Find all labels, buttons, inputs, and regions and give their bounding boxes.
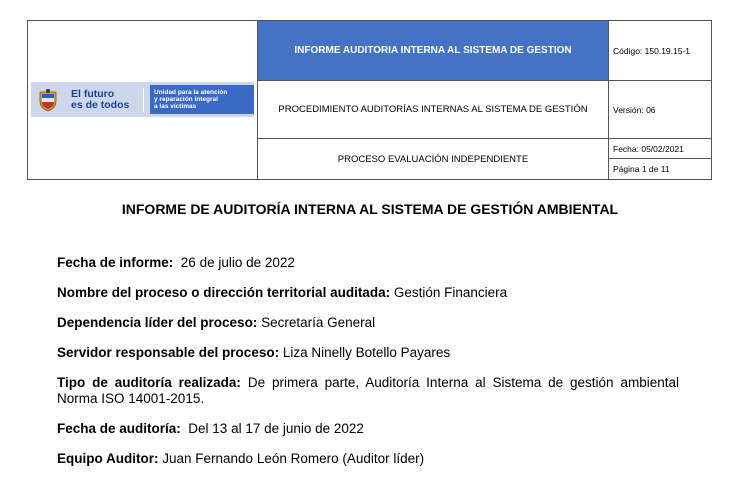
field-process-owner: Servidor responsable del proceso: Liza Ninelly Botello Payares (57, 345, 451, 360)
field-audit-date: Fecha de auditoría: Del 13 al 17 de junio de 2022 (57, 421, 364, 436)
process-name: PROCESO EVALUACIÓN INDEPENDIENTE (258, 139, 609, 179)
field-lead-department: Dependencia líder del proceso: Secretaría General (57, 315, 376, 330)
page-number: Página 1 de 11 (613, 164, 670, 174)
report-title: INFORME DE AUDITORÍA INTERNA AL SISTEMA DE GESTIÓN AMBIENTAL (121, 201, 619, 217)
organization-logo (31, 82, 254, 117)
report-header-title: INFORME AUDITORIA INTERNA AL SISTEMA DE GESTION (258, 21, 609, 81)
logo-unit-text: Unidad para la atención y reparación integral a las víctimas (150, 85, 254, 114)
document-code: Código: 150.19.15-1 (609, 21, 711, 81)
field-audit-type: Tipo de auditoría realizada: De primera parte, Auditoría Interna al Sistema de gestión ambiental Norma ISO 14001-2015. (57, 375, 679, 406)
document-version: Versión: 06 (609, 81, 711, 139)
field-audited-process: Nombre del proceso o dirección territorial auditada: Gestión Financiera (57, 285, 508, 300)
report-fields (57, 255, 679, 481)
logo-main-text: El futuro es de todos (71, 87, 130, 111)
document-date: Fecha: 05/02/2021 (609, 139, 711, 159)
field-report-date: Fecha de informe: 26 de julio de 2022 (57, 255, 295, 270)
logo-cell (28, 21, 258, 179)
procedure-name: PROCEDIMIENTO AUDITORÍAS INTERNAS AL SISTEMA DE GESTIÓN (258, 81, 609, 139)
document-header-table (27, 20, 712, 180)
field-audit-team: Equipo Auditor: Juan Fernando León Romero (Auditor líder) (57, 451, 425, 466)
coat-of-arms-icon (31, 82, 65, 117)
